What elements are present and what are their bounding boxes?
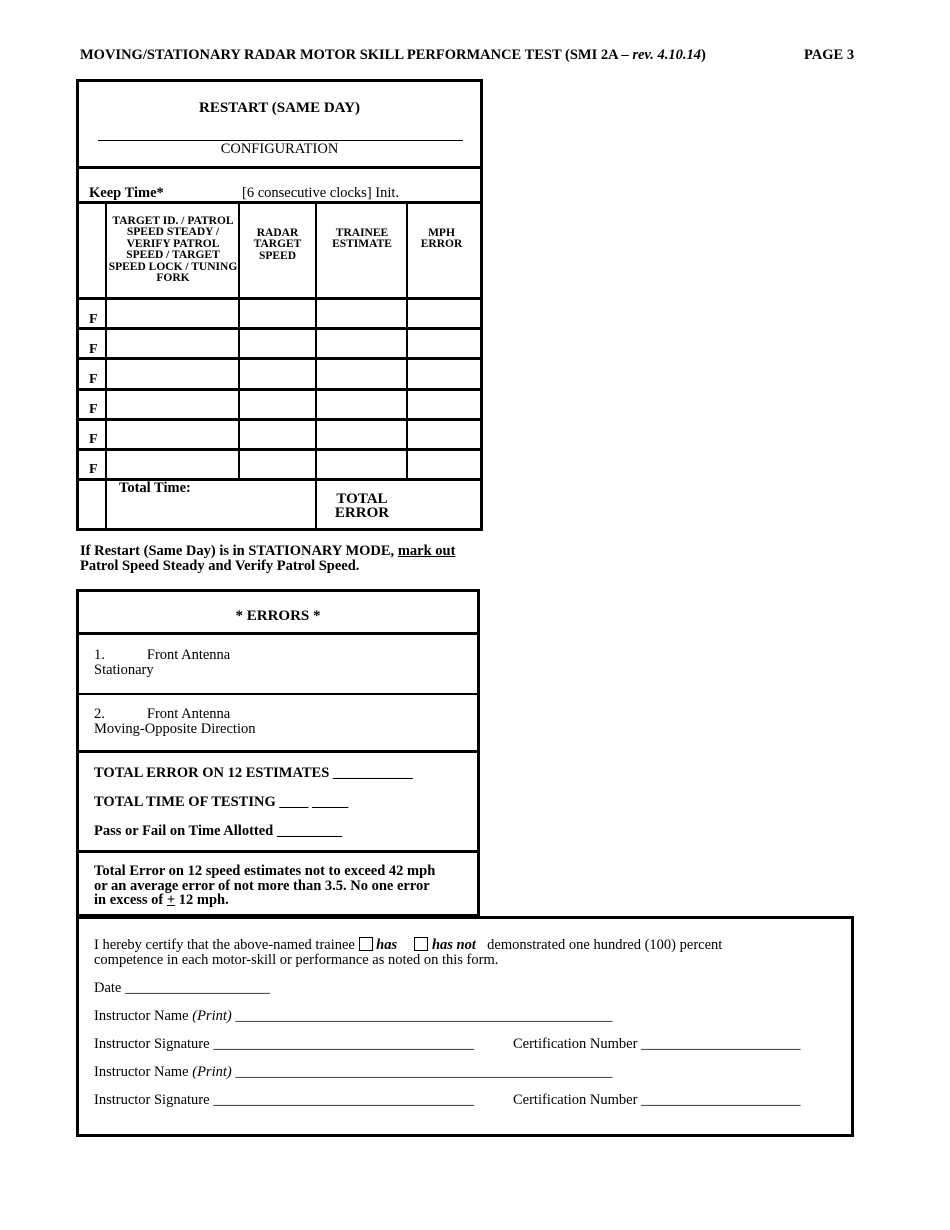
row-divider — [79, 388, 480, 391]
total-error-label: TOTAL ERROR — [334, 491, 390, 521]
row-marker: F — [89, 342, 98, 357]
instructor-name-field-2[interactable]: Instructor Name (Print) ____________________________________________________ — [94, 1064, 613, 1080]
configuration-label: CONFIGURATION — [220, 141, 339, 157]
row-marker: F — [89, 372, 98, 387]
certification-number-field-2[interactable]: Certification Number ______________________ — [513, 1092, 801, 1108]
row-divider — [79, 418, 480, 421]
has-checkbox[interactable] — [359, 937, 373, 951]
row-divider — [79, 327, 480, 330]
stationary-mode-note: If Restart (Same Day) is in STATIONARY MODE, mark out Patrol Speed Steady and Verify Patrol Speed. — [80, 543, 456, 574]
pass-fail-time-allotted[interactable]: Pass or Fail on Time Allotted _________ — [94, 823, 343, 839]
keep-time-note: [6 consecutive clocks] Init. — [242, 185, 400, 201]
total-error-12-estimates[interactable]: TOTAL ERROR ON 12 ESTIMATES ___________ — [94, 765, 413, 781]
column-divider — [406, 203, 408, 480]
page-number: PAGE 3 — [804, 47, 855, 63]
row-marker: F — [89, 312, 98, 327]
row-divider — [79, 357, 480, 360]
certification-box — [76, 916, 854, 1137]
certification-statement: I hereby certify that the above-named trainee has has not demonstrated one hundred (100) percent competence in each motor-skill or performance as noted on this form. — [94, 937, 723, 968]
instructor-name-field-1[interactable]: Instructor Name (Print) ____________________________________________________ — [94, 1008, 613, 1024]
total-time-label: Total Time: — [119, 480, 191, 496]
date-field[interactable]: Date ____________________ — [94, 980, 270, 996]
has-not-checkbox[interactable] — [414, 937, 428, 951]
divider — [79, 750, 477, 753]
divider — [79, 693, 477, 695]
restart-table — [76, 79, 483, 531]
divider — [79, 166, 480, 169]
row-marker: F — [89, 402, 98, 417]
error-criteria: Total Error on 12 speed estimates not to exceed 42 mph or an average error of not more than 3.5. No one error in excess of + 12 mph. — [94, 863, 436, 908]
row-divider — [79, 448, 480, 451]
column-divider — [105, 203, 107, 528]
column-divider — [315, 203, 317, 528]
errors-box — [76, 589, 480, 917]
instructor-signature-field-1[interactable]: Instructor Signature ____________________________________ — [94, 1036, 475, 1052]
divider — [79, 632, 477, 635]
errors-title: * ERRORS * — [235, 608, 321, 624]
error-item: 1. Front Antenna Stationary — [94, 647, 231, 678]
row-marker: F — [89, 432, 98, 447]
instructor-signature-field-2[interactable]: Instructor Signature ____________________________________ — [94, 1092, 475, 1108]
restart-title: RESTART (SAME DAY) — [199, 100, 360, 116]
keep-time-label: Keep Time* — [89, 185, 164, 201]
column-divider — [238, 203, 240, 480]
certification-number-field-1[interactable]: Certification Number ______________________ — [513, 1036, 801, 1052]
column-header-trainee-estimate: TRAINEE ESTIMATE — [332, 227, 392, 251]
row-marker: F — [89, 462, 98, 477]
divider — [79, 850, 477, 853]
page-header-title: MOVING/STATIONARY RADAR MOTOR SKILL PERFORMANCE TEST (SMI 2A – rev. 4.10.14) — [80, 47, 706, 63]
column-header-radar-target-speed: RADAR TARGET SPEED — [253, 227, 302, 262]
error-item: 2. Front Antenna Moving-Opposite Direction — [94, 706, 256, 737]
column-header-mph-error: MPH ERROR — [420, 227, 463, 251]
total-time-of-testing[interactable]: TOTAL TIME OF TESTING ____ _____ — [94, 794, 349, 810]
row-divider — [79, 297, 480, 300]
column-header-target-id: TARGET ID. / PATROL SPEED STEADY / VERIFY PATROL SPEED / TARGET SPEED LOCK / TUNING FORK — [108, 215, 238, 285]
divider — [79, 201, 480, 204]
